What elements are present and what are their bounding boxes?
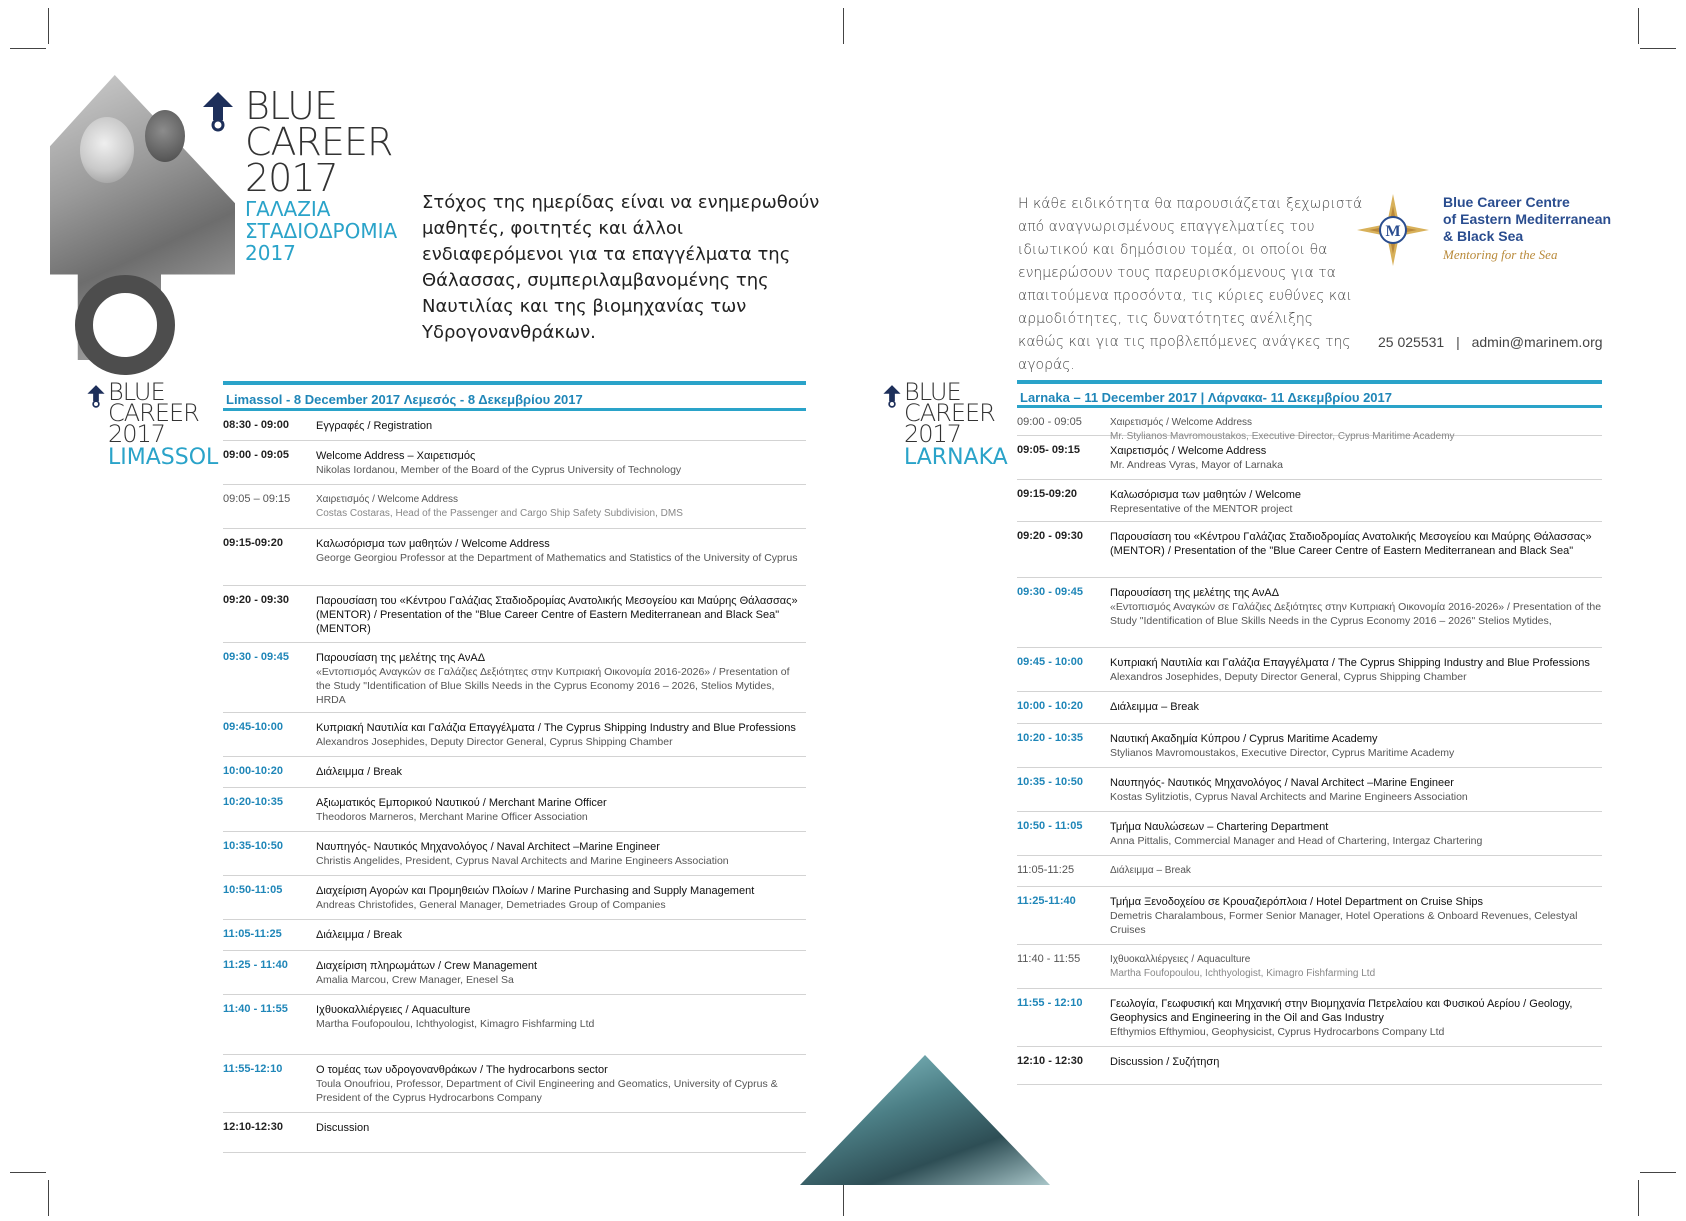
session-speaker: Theodoros Marneros, Merchant Marine Officer Association xyxy=(316,811,588,823)
session-title: Ο τομέας των υδρογονανθράκων / The hydrocarbons sector xyxy=(316,1064,608,1076)
logo-text: CAREER xyxy=(108,399,199,427)
schedule-row xyxy=(223,643,806,713)
schedule-row xyxy=(1017,856,1602,887)
session-speaker: «Εντοπισμός Αναγκών σε Γαλάζιες Δεξιότητες στην Κυπριακή Οικονομία 2016-2026» / Presentation of the Study "Identification of Blue Skills Needs in the Cyprus Economy 2016 – 2026, Stelios Mytides, HRDA xyxy=(316,666,790,706)
time-slot: 09:15-09:20 xyxy=(223,537,283,549)
limassol-schedule xyxy=(223,381,806,1153)
schedule-row xyxy=(223,586,806,643)
separator: | xyxy=(1456,334,1460,350)
session-speaker: Martha Foufopoulou, Ichthyologist, Kimagro Fishfarming Ltd xyxy=(316,1018,595,1030)
key-arrow-icon xyxy=(882,384,902,408)
schedule-row xyxy=(1017,768,1602,812)
mentor-logo xyxy=(1355,192,1655,272)
larnaka-schedule xyxy=(1017,380,1602,1085)
logo-text: BLUE xyxy=(245,84,337,128)
intro-text-right: Η κάθε ειδικότητα θα παρουσιάζεται ξεχωριστά από αναγνωρισμένους επαγγελματίες του ιδιωτικού και δημόσιου τομέα, οι οποίοι θα ενημερώσουν τους παρευρισκόμενους για τα απαιτούμενα προσόντα, τις κύριες ευθύνες και αρμοδιότητες, τις δυνατότητες ανέλιξης καθώς και για τις προβλεπόμενες ανάγκες της αγοράς. xyxy=(1018,196,1363,373)
session-title: Παρουσίαση του «Κέντρου Γαλάζιας Σταδιοδρομίας Ανατολικής Μεσογείου και Μαύρης Θάλασσας» (MENTOR) / Presentation of the "Blue Career Centre of Eastern Mediterranean and Black Sea" xyxy=(1110,531,1592,557)
session-title: Welcome Address – Χαιρετισμός xyxy=(316,450,476,462)
session-title: Αξιωματικός Εμπορικού Ναυτικού / Merchant Marine Officer xyxy=(316,797,607,809)
session-title: Γεωλογία, Γεωφυσική και Μηχανική στην Βιομηχανία Πετρελαίου και Φυσικού Αερίου / Geology, Geophysics and Engineering in the Oil and Gas Industry xyxy=(1110,998,1573,1024)
session-speaker: Demetris Charalambous, Former Senior Manager, Hotel Operations & Onboard Revenues, Celestyal Cruises xyxy=(1110,910,1578,936)
time-slot: 10:20-10:35 xyxy=(223,796,283,808)
session-title: Ναυπηγός- Ναυτικός Μηχανολόγος / Naval Architect –Marine Engineer xyxy=(316,841,660,853)
schedule-row xyxy=(223,1055,806,1113)
session-speaker: Amalia Marcou, Crew Manager, Enesel Sa xyxy=(316,974,514,986)
time-slot: 09:30 - 09:45 xyxy=(223,651,290,663)
time-slot: 10:20 - 10:35 xyxy=(1017,732,1084,744)
time-slot: 10:50 - 11:05 xyxy=(1017,820,1083,832)
session-speaker: George Georgiou Professor at the Department of Mathematics and Statistics of the University of Cyprus xyxy=(316,552,798,564)
mentor-name: Blue Career Centre xyxy=(1443,194,1570,210)
session-title: Ιχθυοκαλλιέργειες / Aquaculture xyxy=(316,1004,471,1016)
session-title: Καλωσόρισμα των μαθητών / Welcome Address xyxy=(316,538,550,550)
schedule-row xyxy=(1017,724,1602,768)
crop-mark xyxy=(1640,1172,1676,1173)
session-title: Χαιρετισμός / Welcome Address xyxy=(1110,445,1267,457)
schedule-row xyxy=(1017,989,1602,1047)
limassol-logo xyxy=(108,378,219,471)
crop-mark xyxy=(843,8,844,44)
email-address[interactable]: admin@marinem.org xyxy=(1471,334,1603,350)
schedule-row xyxy=(1017,408,1602,442)
schedule-row xyxy=(223,951,806,995)
session-speaker: «Εντοπισμός Αναγκών σε Γαλάζιες Δεξιότητες στην Κυπριακή Οικονομία 2016-2026» / Presentation of the Study "Identification of Blue Skills Needs in the Cyprus Economy 2016 – 2026" Stelios Mytides, xyxy=(1110,601,1602,627)
time-slot: 10:35-10:50 xyxy=(223,840,283,852)
time-slot: 09:20 - 09:30 xyxy=(223,594,290,606)
time-slot: 09:30 - 09:45 xyxy=(1017,586,1084,598)
schedule-header: Larnaka – 11 December 2017 | Λάρνακα- 11 Δεκεμβρίου 2017 xyxy=(1017,380,1602,408)
time-slot: 09:05- 09:15 xyxy=(1017,444,1080,456)
person-face xyxy=(80,117,134,183)
schedule-row xyxy=(223,441,806,485)
schedule-row xyxy=(223,920,806,951)
time-slot: 11:55-12:10 xyxy=(223,1063,283,1075)
mentor-tagline: Mentoring for the Sea xyxy=(1443,247,1558,262)
person-face xyxy=(145,110,185,162)
logo-text: 2017 xyxy=(245,156,338,200)
schedule-row xyxy=(1017,578,1602,648)
session-title: Διαχείριση Αγορών και Προμηθειών Πλοίων / Marine Purchasing and Supply Management xyxy=(316,885,755,897)
schedule-row xyxy=(1017,1047,1602,1085)
schedule-row xyxy=(1017,945,1602,989)
time-slot: 11:05-11:25 xyxy=(1017,864,1075,876)
time-slot: 10:35 - 10:50 xyxy=(1017,776,1084,788)
crop-mark xyxy=(48,8,49,44)
schedule-row xyxy=(223,757,806,788)
session-title: Discussion / Συζήτηση xyxy=(1110,1056,1220,1068)
phone-number: 25 025531 xyxy=(1378,334,1445,350)
larnaka-logo xyxy=(904,378,1008,471)
contact-info xyxy=(1378,334,1603,350)
session-title: Διαχείριση πληρωμάτων / Crew Management xyxy=(316,960,538,972)
schedule-row xyxy=(223,529,806,586)
session-title: Παρουσίαση της μελέτης της ΑνΑΔ xyxy=(1110,587,1280,599)
session-title: Παρουσίαση της μελέτης της ΑνΑΔ xyxy=(316,652,486,664)
time-slot: 10:50-11:05 xyxy=(223,884,283,896)
time-slot: 09:00 - 09:05 xyxy=(223,449,290,461)
time-slot: 09:20 - 09:30 xyxy=(1017,530,1084,542)
city-name: LIMASSOL xyxy=(108,445,219,470)
svg-text:M: M xyxy=(1385,223,1401,240)
session-speaker: Costas Costaras, Head of the Passenger and Cargo Ship Safety Subdivision, DMS xyxy=(316,508,683,519)
session-speaker: Mr. Andreas Vyras, Mayor of Larnaka xyxy=(1110,459,1283,471)
schedule-header: Limassol - 8 December 2017 Λεμεσός - 8 Δεκεμβρίου 2017 xyxy=(223,381,806,411)
schedule-row xyxy=(223,713,806,757)
logo-subtitle: ΓΑΛΑΖΙΑ xyxy=(245,197,331,221)
logo-text: CAREER xyxy=(904,399,995,427)
time-slot: 09:05 – 09:15 xyxy=(223,493,291,505)
time-slot: 11:40 - 11:55 xyxy=(1017,953,1081,965)
session-title: Διάλειμμα – Break xyxy=(1110,865,1191,876)
session-speaker: Stylianos Mavromoustakos, Executive Director, Cyprus Maritime Academy xyxy=(1110,747,1455,759)
schedule-row xyxy=(1017,436,1602,480)
schedule-row xyxy=(223,411,806,441)
session-title: Ιχθυοκαλλιέργειες / Aquaculture xyxy=(1110,954,1251,965)
session-speaker: Martha Foufopoulou, Ichthyologist, Kimagro Fishfarming Ltd xyxy=(1110,968,1376,979)
session-title: Χαιρετισμός / Welcome Address xyxy=(1110,417,1253,428)
schedule-row xyxy=(223,995,806,1055)
schedule-row xyxy=(1017,812,1602,856)
session-title: Ναυτική Ακαδημία Κύπρου / Cyprus Maritime Academy xyxy=(1110,733,1378,745)
schedule-row xyxy=(1017,480,1602,522)
session-title: Εγγραφές / Registration xyxy=(316,420,433,432)
key-arrow-icon xyxy=(86,384,106,408)
time-slot: 09:45 - 10:00 xyxy=(1017,656,1084,668)
logo-text: CAREER xyxy=(245,120,393,164)
session-title: Κυπριακή Ναυτιλία και Γαλάζια Επαγγέλματα / The Cyprus Shipping Industry and Blue Professions xyxy=(1110,657,1590,669)
schedule-row xyxy=(1017,887,1602,945)
schedule-row xyxy=(223,832,806,876)
key-arrow-icon xyxy=(201,90,235,132)
session-title: Διάλειμμα / Break xyxy=(316,929,402,941)
session-title: Τμήμα Ξενοδοχείου σε Κρουαζιερόπλοια / Hotel Department on Cruise Ships xyxy=(1110,896,1484,908)
session-speaker: Alexandros Josephides, Deputy Director General, Cyprus Shipping Chamber xyxy=(316,736,673,748)
session-speaker: Christis Angelides, President, Cyprus Naval Architects and Marine Engineers Association xyxy=(316,855,729,867)
session-speaker: Toula Onoufriou, Professor, Department of Civil Engineering and Geomatics, University of Cyprus & President of the Cyprus Hydrocarbons Company xyxy=(316,1078,778,1104)
time-slot: 11:05-11:25 xyxy=(223,928,282,940)
session-title: Διάλειμμα / Break xyxy=(316,766,402,778)
session-speaker: Alexandros Josephides, Deputy Director General, Cyprus Shipping Chamber xyxy=(1110,671,1467,683)
schedule-row xyxy=(223,485,806,529)
session-speaker: Nikolas Iordanou, Member of the Board of the Cyprus University of Technology xyxy=(316,464,682,476)
logo-text: 2017 xyxy=(904,420,962,448)
session-title: Ναυπηγός- Ναυτικός Μηχανολόγος / Naval Architect –Marine Engineer xyxy=(1110,777,1454,789)
logo-text: 2017 xyxy=(108,420,166,448)
mentor-name: of Eastern Mediterranean xyxy=(1443,211,1612,227)
session-title: Παρουσίαση του «Κέντρου Γαλάζιας Σταδιοδρομίας Ανατολικής Μεσογείου και Μαύρης Θάλασσας» (MENTOR) / Presentation of the "Blue Career Centre of Eastern Mediterranean and Black Sea" (MENTOR) xyxy=(316,595,798,635)
session-speaker: Representative of the MENTOR project xyxy=(1110,503,1293,515)
time-slot: 10:00 - 10:20 xyxy=(1017,700,1084,712)
schedule-row xyxy=(223,1113,806,1153)
time-slot: 11:25 - 11:40 xyxy=(223,959,288,971)
schedule-row xyxy=(1017,692,1602,724)
crop-mark xyxy=(1638,8,1639,44)
key-ring-shape xyxy=(75,275,175,375)
intro-text-left: Στόχος της ημερίδας είναι να ενημερωθούν μαθητές, φοιτητές και άλλοι ενδιαφερόμενοι για τα επαγγέλματα της Θάλασσας, συμπεριλαμβανομένης της Ναυτιλίας και της βιομηχανίας των Υδρογονανθράκων. xyxy=(422,192,820,343)
crop-mark xyxy=(843,1180,844,1216)
session-speaker: Andreas Christofides, General Manager, Demetriades Group of Companies xyxy=(316,899,666,911)
session-speaker: Anna Pittalis, Commercial Manager and Head of Chartering, Intergaz Chartering xyxy=(1110,835,1483,847)
schedule-row xyxy=(223,788,806,832)
city-name: LARNAKA xyxy=(904,445,1008,470)
time-slot: 09:45-10:00 xyxy=(223,721,283,733)
session-title: Χαιρετισμός / Welcome Address xyxy=(316,494,459,505)
crop-mark xyxy=(48,1180,49,1216)
crop-mark xyxy=(1638,1180,1639,1216)
logo-text: BLUE xyxy=(108,378,165,406)
session-title: Διάλειμμα – Break xyxy=(1110,701,1199,713)
crop-mark xyxy=(10,1172,46,1173)
time-slot: 08:30 - 09:00 xyxy=(223,419,290,431)
logo-text: BLUE xyxy=(904,378,961,406)
schedule-row xyxy=(223,876,806,920)
time-slot: 12:10-12:30 xyxy=(223,1121,283,1133)
time-slot: 11:25-11:40 xyxy=(1017,895,1076,907)
crop-mark xyxy=(10,48,46,49)
time-slot: 10:00-10:20 xyxy=(223,765,283,777)
time-slot: 09:00 - 09:05 xyxy=(1017,416,1082,428)
session-speaker: Kostas Sylitziotis, Cyprus Naval Architects and Marine Engineers Association xyxy=(1110,791,1468,803)
session-speaker: Mr. Stylianos Mavromoustakos, Executive Director, Cyprus Maritime Academy xyxy=(1110,431,1455,442)
schedule-row xyxy=(1017,648,1602,692)
logo-subtitle: ΣΤΑΔΙΟΔΡΟΜΙΑ xyxy=(245,219,398,243)
schedule-row xyxy=(1017,522,1602,578)
session-title: Discussion xyxy=(316,1122,370,1134)
time-slot: 12:10 - 12:30 xyxy=(1017,1055,1084,1067)
time-slot: 09:15-09:20 xyxy=(1017,488,1077,500)
session-title: Τμήμα Ναυλώσεων – Chartering Department xyxy=(1110,821,1329,833)
session-title: Καλωσόρισμα των μαθητών / Welcome xyxy=(1110,489,1301,501)
mentor-name: & Black Sea xyxy=(1443,228,1524,244)
compass-icon xyxy=(1355,192,1431,268)
session-title: Κυπριακή Ναυτιλία και Γαλάζια Επαγγέλματα / The Cyprus Shipping Industry and Blue Professions xyxy=(316,722,796,734)
time-slot: 11:40 - 11:55 xyxy=(223,1003,288,1015)
engine-room-photo xyxy=(800,1055,1050,1185)
logo-subtitle: 2017 xyxy=(245,241,296,265)
session-speaker: Efthymios Efthymiou, Geophysicist, Cyprus Hydrocarbons Company Ltd xyxy=(1110,1026,1445,1038)
crop-mark xyxy=(1640,48,1676,49)
blue-career-logo xyxy=(205,84,398,265)
time-slot: 11:55 - 12:10 xyxy=(1017,997,1083,1009)
